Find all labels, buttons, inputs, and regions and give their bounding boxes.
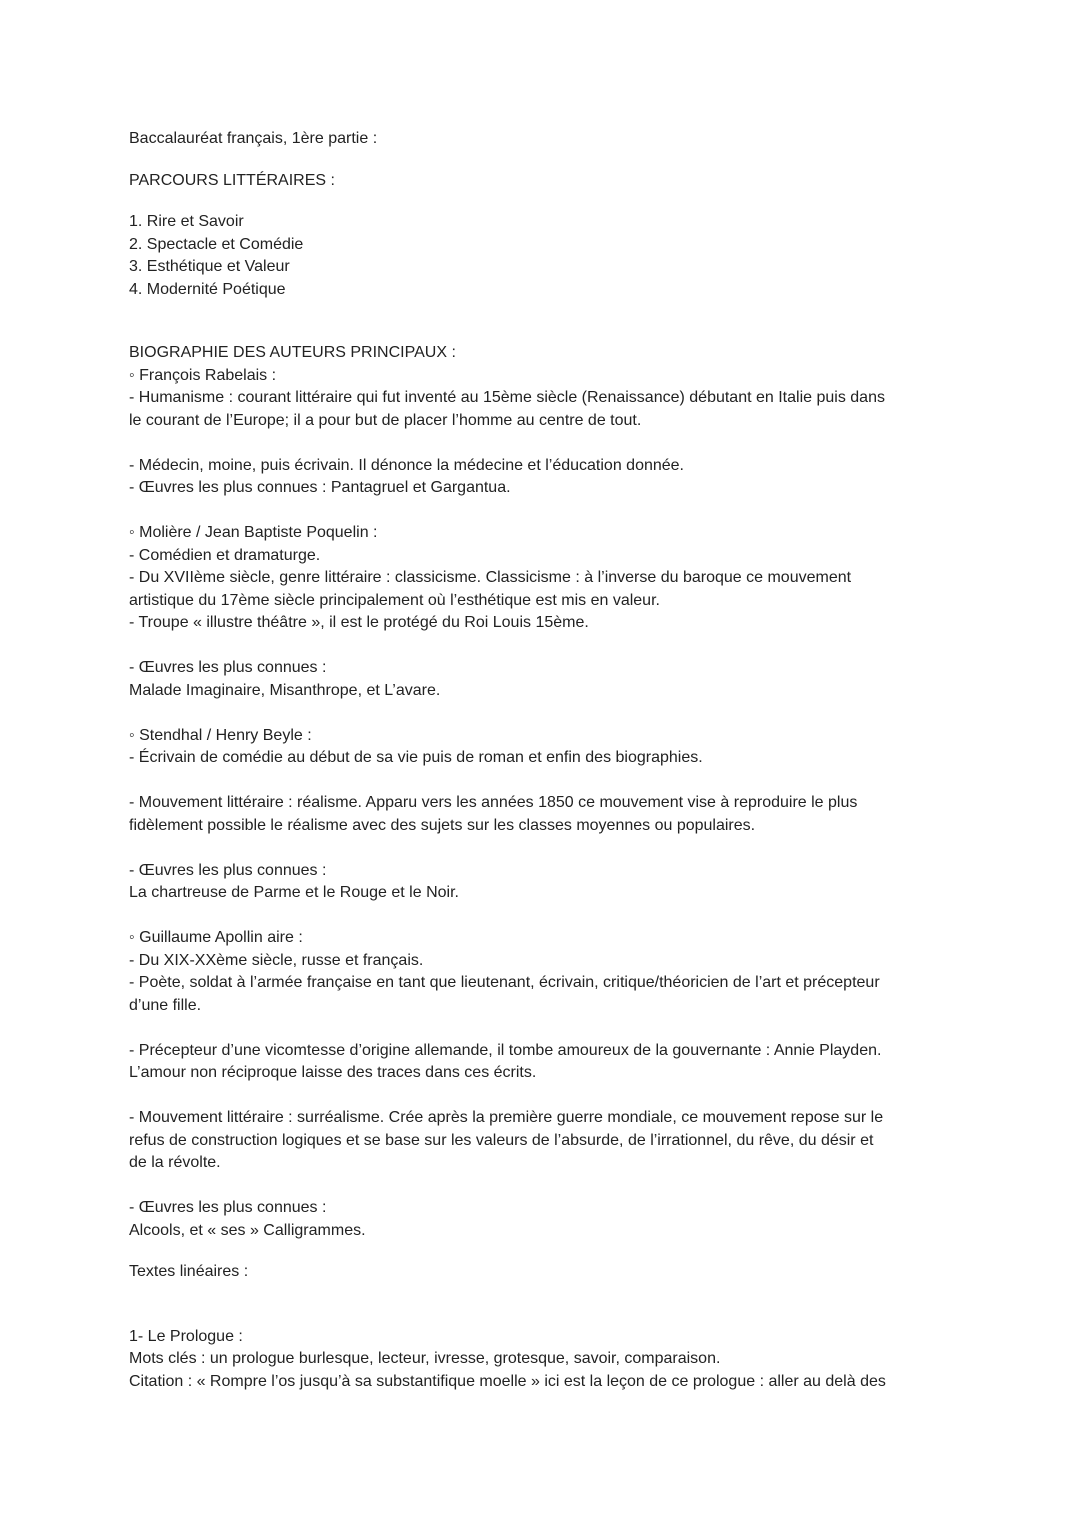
parcours-heading: PARCOURS LITTÉRAIRES : (129, 171, 335, 189)
rabelais-text-line: - Médecin, moine, puis écrivain. Il dénonce la médecine et l’éducation donnée. (129, 456, 684, 474)
stendhal-text-line: - Mouvement littéraire : réalisme. Apparu vers les années 1850 ce mouvement vise à reproduire le plus (129, 794, 858, 811)
prologue-text-line: Citation : « Rompre l’os jusqu’à sa substantifique moelle » ici est la leçon de ce prologue : aller au delà des (129, 1372, 886, 1390)
moliere-text-line: - Comédien et dramaturge. (129, 546, 321, 564)
author-rabelais-name: ◦ François Rabelais : (129, 366, 277, 384)
author-apollinaire-name: ◦ Guillaume Apollin aire : (129, 929, 303, 946)
rabelais-text-line: le courant de l’Europe; il a pour but de placer l’homme au centre de tout. (129, 411, 642, 429)
stendhal-text-line: - Écrivain de comédie au début de sa vie puis de roman et enfin des biographies. (129, 749, 703, 766)
stendhal-text-line: La chartreuse de Parme et le Rouge et le Noir. (129, 884, 459, 901)
parcours-item: 2. Spectacle et Comédie (129, 235, 304, 253)
stendhal-text-line: fidèlement possible le réalisme avec des sujets sur les classes moyennes ou populaires. (129, 816, 756, 834)
moliere-text-line: Malade Imaginaire, Misanthrope, et L’avare. (129, 681, 441, 699)
apollinaire-text-line: d’une fille. (129, 996, 202, 1014)
document-header: Baccalauréat français, 1ère partie : (129, 130, 378, 147)
prologue-text-line: Mots clés : un prologue burlesque, lecteur, ivresse, grotesque, savoir, comparaison. (129, 1350, 721, 1367)
textes-lineaires-heading: Textes linéaires : (129, 1263, 249, 1280)
biography-heading: BIOGRAPHIE DES AUTEURS PRINCIPAUX : (129, 344, 456, 361)
moliere-text-line: - Du XVIIème siècle, genre littéraire : classicisme. Classicisme : à l’inverse du baroque ce mouvement (129, 569, 852, 586)
rabelais-text-line: - Œuvres les plus connues : Pantagruel et Gargantua. (129, 479, 511, 496)
apollinaire-text-line: - Poète, soldat à l’armée française en tant que lieutenant, écrivain, critique/théoricien de l’art et précepteur (129, 974, 880, 991)
moliere-text-line: - Troupe « illustre théâtre », il est le protégé du Roi Louis 15ème. (129, 614, 589, 631)
stendhal-text-line: - Œuvres les plus connues : (129, 861, 327, 879)
apollinaire-text-line: - Mouvement littéraire : surréalisme. Crée après la première guerre mondiale, ce mouvement repose sur le (129, 1109, 884, 1126)
author-moliere-name: ◦ Molière / Jean Baptiste Poquelin : (129, 524, 378, 541)
parcours-item: 1. Rire et Savoir (129, 213, 244, 230)
prologue-title: 1- Le Prologue : (129, 1327, 243, 1345)
apollinaire-text-line: - Du XIX-XXème siècle, russe et français. (129, 951, 424, 969)
apollinaire-text-line: refus de construction logiques et se base sur les valeurs de l’absurde, de l’irrationnel, du rêve, du désir et (129, 1131, 874, 1149)
apollinaire-text-line: Alcools, et « ses » Calligrammes. (129, 1221, 366, 1239)
apollinaire-text-line: - Précepteur d’une vicomtesse d’origine allemande, il tombe amoureux de la gouvernante : Annie Playden. (129, 1041, 882, 1059)
parcours-item: 3. Esthétique et Valeur (129, 258, 290, 275)
moliere-text-line: - Œuvres les plus connues : (129, 659, 327, 676)
apollinaire-text-line: de la révolte. (129, 1154, 221, 1171)
apollinaire-text-line: - Œuvres les plus connues : (129, 1199, 327, 1216)
author-stendhal-name: ◦ Stendhal / Henry Beyle : (129, 726, 312, 744)
moliere-text-line: artistique du 17ème siècle principalement où l’esthétique est mis en valeur. (129, 591, 660, 609)
rabelais-text-line: - Humanisme : courant littéraire qui fut inventé au 15ème siècle (Renaissance) débutant en Italie puis dans (129, 389, 885, 406)
document-body (129, 128, 949, 1393)
parcours-item: 4. Modernité Poétique (129, 280, 286, 298)
apollinaire-text-line: L’amour non réciproque laisse des traces dans ces écrits. (129, 1064, 537, 1081)
